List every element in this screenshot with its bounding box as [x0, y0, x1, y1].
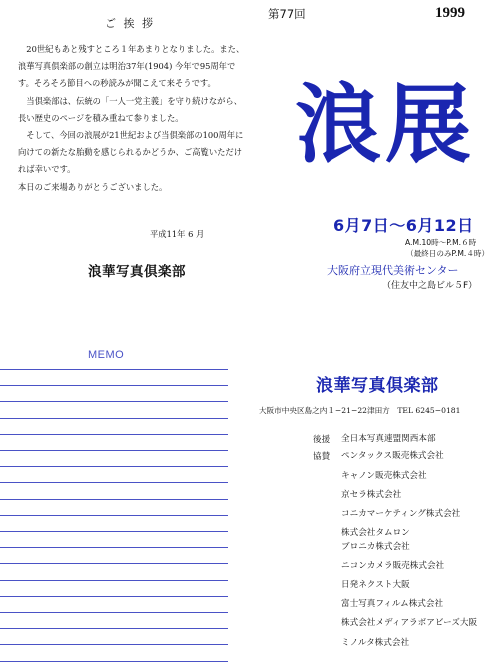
exhibition-dates: 6月7日～6月12日: [333, 216, 474, 235]
exhibition-hours: A.M.10時～P.M.６時: [405, 238, 477, 247]
year: 1999: [435, 5, 465, 21]
greeting-paragraph: 当倶楽部は、伝統の「一人一党主義」を守り続けながら、長い歴史のページを積み重ねて参りました。: [18, 95, 243, 123]
support-organization: 全日本写真連盟関西本部: [341, 434, 436, 444]
memo-line: [0, 418, 228, 419]
memo-line: [0, 596, 228, 597]
memo-line: [0, 644, 228, 645]
sponsor-item: 富士写真フィルム株式会社: [341, 599, 444, 609]
memo-line: [0, 563, 228, 564]
greeting-date: 平成11年 6 月: [150, 229, 205, 239]
memo-line: [0, 369, 228, 370]
greeting-paragraph: 20世紀もあと残すところ１年あまりとなりました。また、浪華写真倶楽部の創立は明治37年(1904) 今年で95周年です。そろそろ節目への秒読みが聞こえて来そうです。: [18, 44, 245, 89]
memo-line: [0, 450, 228, 451]
memo-line: [0, 482, 228, 483]
sponsor-item: ペンタックス販売株式会社: [341, 451, 444, 461]
memo-line: [0, 515, 228, 516]
memo-lines: [0, 369, 228, 672]
sponsor-item: キャノン販売株式会社: [341, 471, 427, 481]
greeting-paragraph: そして、今回の浪展が21世紀および当倶楽部の100周年に向けての新たな胎動を感じられるかどうか、ご高覧いただければ幸いです。: [18, 130, 244, 175]
memo-line: [0, 466, 228, 467]
exhibition-title: 浪展: [295, 74, 475, 175]
sponsor-item: 京セラ株式会社: [341, 490, 402, 500]
memo-line: [0, 580, 228, 581]
sponsor-item: ブロニカ株式会社: [341, 542, 410, 552]
memo-line: [0, 612, 228, 613]
greeting-closing: 本日のご来場ありがとうございました。: [18, 181, 168, 192]
greeting-body: [18, 41, 246, 196]
greeting-title: ご 挨 拶: [105, 17, 155, 30]
memo-line: [0, 499, 228, 500]
sponsor-item: コニカマーケティング株式会社: [341, 509, 461, 519]
memo-line: [0, 661, 228, 662]
venue-detail: （住友中之島ビル５F）: [382, 281, 478, 291]
sponsor-item: 株式会社タムロン: [341, 528, 410, 538]
greeting-signature: 浪華写真倶楽部: [88, 264, 186, 280]
memo-line: [0, 401, 228, 402]
memo-line: [0, 434, 228, 435]
sponsor-item: ミノルタ株式会社: [341, 638, 410, 648]
support-label: 後援: [313, 435, 331, 445]
sponsor-label: 協賛: [313, 452, 331, 462]
organizer-name: 浪華写真倶楽部: [316, 376, 439, 396]
memo-line: [0, 385, 228, 386]
memo-line: [0, 531, 228, 532]
edition-number: 第77回: [268, 7, 306, 21]
organizer-address: 大阪市中央区島之内１−21−22津田方 TEL 6245−0181: [259, 406, 461, 415]
memo-label: MEMO: [88, 349, 125, 361]
sponsor-item: 株式会社メディアラボアビーズ大阪: [341, 618, 478, 628]
memo-line: [0, 628, 228, 629]
venue-name: 大阪府立現代美術センター: [327, 264, 459, 277]
memo-line: [0, 547, 228, 548]
exhibition-hours-note: （最終日のみP.M.４時）: [406, 249, 490, 258]
sponsor-item: ニコンカメラ販売株式会社: [341, 561, 445, 571]
sponsor-item: 日発ネクスト大阪: [341, 580, 410, 590]
